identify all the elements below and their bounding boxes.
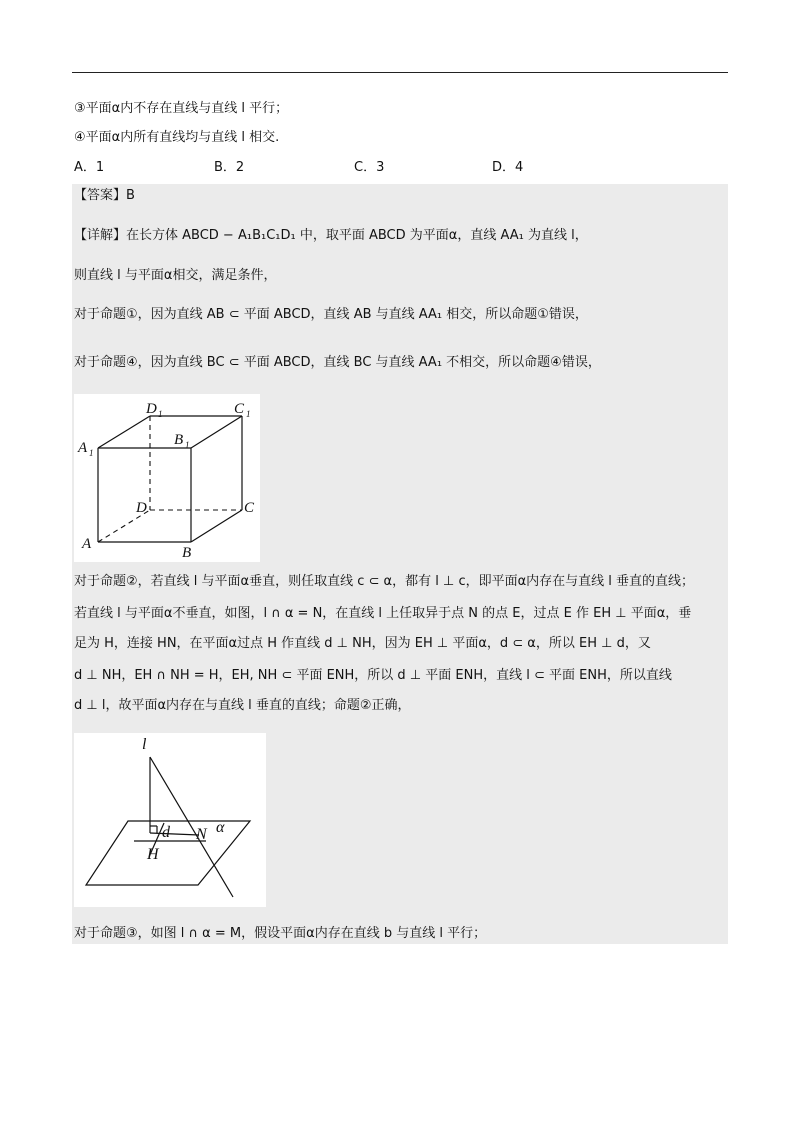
detail-line-7: 足为 H，连接 HN，在平面α过点 H 作直线 d ⊥ NH，因为 EH ⊥ 平面α，d ⊂ α，所以 EH ⊥ d，又 [74,636,651,651]
plane-line-figure [74,733,266,907]
label-d1-sub: 1 [158,409,163,419]
proposition-3: ③平面α内不存在直线与直线 l 平行； [74,101,289,116]
label-c1-sub: 1 [246,409,251,419]
detail-line-5: 对于命题②，若直线 l 与平面α垂直，则任取直线 c ⊂ α，都有 l ⊥ c，即平面α内存在与直线 l 垂直的直线； [74,574,695,589]
detail-line-8: d ⊥ NH，EH ∩ NH = H，EH, NH ⊂ 平面 ENH，所以 d ⊥ 平面 ENH，直线 l ⊂ 平面 ENH，所以直线 [74,668,672,683]
label-b1-sub: 1 [185,440,190,450]
label-d-line: d [162,824,170,841]
label-a1-sub: 1 [89,448,94,458]
answer-line: 【答案】B [74,188,135,203]
label-a1: A [78,440,88,456]
cuboid-figure [74,394,260,562]
plane-line-diagram [74,733,266,907]
detail-line-1: 【详解】在长方体 ABCD − A₁B₁C₁D₁ 中，取平面 ABCD 为平面α，直线 AA₁ 为直线 l， [74,228,588,243]
detail-line-2: 则直线 l 与平面α相交，满足条件， [74,268,277,283]
option-d: D．4 [492,160,524,175]
detail-line-6: 若直线 l 与平面α不垂直，如图，l ∩ α = N，在直线 l 上任取异于点 N 的点 E，过点 E 作 EH ⊥ 平面α，垂 [74,606,692,621]
label-c: C [244,500,255,516]
detail-line-10: 对于命题③，如图 l ∩ α = M，假设平面α内存在直线 b 与直线 l 平行； [74,926,487,941]
label-l: l [142,736,147,753]
option-a: A．1 [74,160,105,175]
detail-line-9: d ⊥ l，故平面α内存在与直线 l 垂直的直线；命题②正确， [74,698,411,713]
label-alpha: α [216,819,225,836]
label-h: H [147,846,159,863]
option-b: B．2 [214,160,245,175]
label-c1: C [234,401,245,417]
option-c: C．3 [354,160,385,175]
detail-line-4: 对于命题④，因为直线 BC ⊂ 平面 ABCD，直线 BC 与直线 AA₁ 不相交，所以命题④错误， [74,355,601,370]
label-a: A [82,536,92,552]
proposition-4: ④平面α内所有直线均与直线 l 相交. [74,130,280,145]
label-n: N [196,826,207,843]
label-d1: D [146,401,157,417]
header-rule [72,72,728,73]
label-b: B [182,545,192,561]
label-d: D [136,500,147,516]
cuboid-diagram [74,394,260,562]
label-b1: B [174,432,184,448]
detail-line-3: 对于命题①，因为直线 AB ⊂ 平面 ABCD，直线 AB 与直线 AA₁ 相交，所以命题①错误， [74,307,588,322]
